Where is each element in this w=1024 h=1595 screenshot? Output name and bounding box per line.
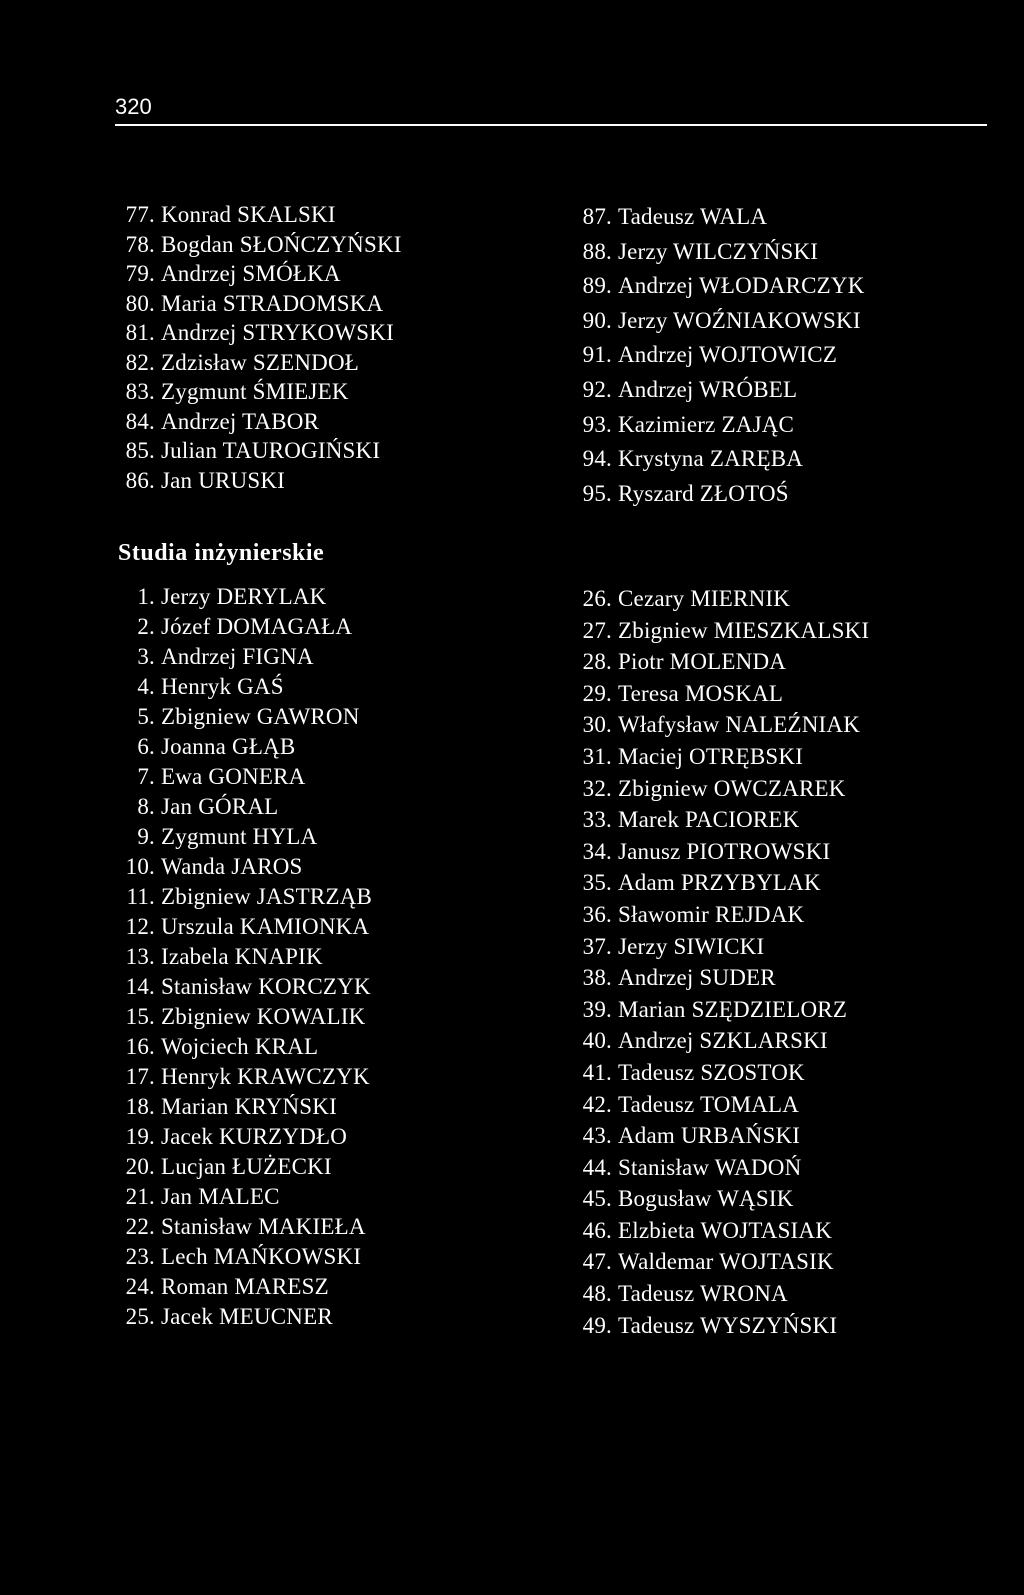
list-item-number: 4. [137,674,155,699]
list-item-name: Wanda JAROS [161,854,303,879]
list-item-name: Andrzej WOJTOWICZ [618,342,838,368]
list-item-number: 3. [137,644,155,669]
list-item-number: 46. [582,1217,612,1243]
list-item-number: 35. [582,870,612,896]
list-item [572,804,869,836]
list-item-number: 81. [125,320,155,345]
list-item-name: Zdzisław SZENDOŁ [161,349,360,375]
list-item-number: 91. [582,342,612,368]
list-item-number: 11. [126,884,155,909]
list-item [572,477,865,512]
list-item-number: 82. [125,349,155,375]
list-item-number: 27. [582,617,612,643]
list-item-number: 34. [582,838,612,864]
list-item-number: 85. [125,438,155,463]
list-item [115,1242,372,1272]
list-item-number: 15. [125,1004,155,1029]
list-item-number: 23. [125,1244,155,1269]
list-item [115,466,402,496]
list-item-number: 1. [137,584,155,609]
list-item-name: Jacek KURZYDŁO [161,1124,348,1149]
list-item-name: Sławomir REJDAK [618,901,805,927]
list-item-number: 8. [137,794,155,819]
list-item [572,269,865,304]
list-item [572,962,869,994]
list-item-number: 41. [582,1059,612,1085]
list-item [115,1272,372,1302]
list-item-name: Jan MALEC [161,1184,280,1209]
list-item-name: Lech MAŃKOWSKI [161,1244,362,1269]
list-item-name: Andrzej WŁODARCZYK [618,273,865,299]
list-item [115,1002,372,1032]
list-item [115,672,372,702]
list-item-name: Andrzej SUDER [618,965,776,991]
list-item-number: 89. [582,273,612,299]
list-item-name: Tadeusz WYSZYŃSKI [618,1312,838,1338]
list-item-name: Marian KRYŃSKI [161,1094,337,1119]
list-item [572,1152,869,1184]
page-number: 320 [115,94,152,119]
list-item-number: 83. [125,379,155,404]
list-item-name: Andrzej STRYKOWSKI [161,320,394,345]
engineering-list-left [115,582,372,1332]
list-item [115,972,372,1002]
list-item [572,709,869,741]
list-item-name: Adam URBAŃSKI [618,1123,801,1149]
list-item-number: 5. [137,704,155,729]
list-item-number: 24. [125,1274,155,1299]
list-item [115,377,402,407]
list-item-name: Tadeusz WALA [618,204,768,229]
list-item-number: 44. [582,1154,612,1180]
list-item-name: Zbigniew JASTRZĄB [161,884,373,909]
list-item-name: Zbigniew MIESZKALSKI [618,617,870,643]
list-item-name: Bogdan SŁOŃCZYŃSKI [161,231,402,257]
list-item [572,1310,869,1342]
list-item [115,882,372,912]
list-item-number: 18. [125,1094,155,1119]
list-item [115,200,402,230]
list-item-number: 16. [125,1034,155,1059]
list-item-name: Jan URUSKI [161,467,286,493]
list-item-number: 77. [125,202,155,227]
list-item-name: Kazimierz ZAJĄC [618,411,795,437]
list-item-name: Jacek MEUCNER [161,1304,333,1329]
list-item-name: Joanna GŁĄB [161,734,296,759]
list-item [572,615,869,647]
list-item [572,304,865,339]
list-item [572,773,869,805]
list-item-number: 7. [137,764,155,789]
list-item-number: 22. [125,1214,155,1239]
list-item-number: 87. [582,204,612,229]
list-item-name: Tadeusz TOMALA [618,1091,800,1117]
list-item-name: Andrzej WRÓBEL [618,376,798,402]
list-item-number: 31. [582,743,612,769]
list-item [115,1122,372,1152]
list-item [572,1120,869,1152]
list-item-number: 33. [582,807,612,833]
list-item-name: Ewa GONERA [161,764,306,789]
list-item [115,1302,372,1332]
list-item [115,436,402,466]
list-item-number: 28. [582,649,612,675]
list-item-name: Andrzej FIGNA [161,644,314,669]
list-item [572,1183,869,1215]
list-item [572,678,869,710]
list-item-name: Włafysław NALEŹNIAK [618,712,861,738]
list-item [115,348,402,378]
list-item-name: Elzbieta WOJTASIAK [618,1217,833,1243]
list-item [572,235,865,270]
list-item [115,407,402,437]
list-item-name: Maciej OTRĘBSKI [618,743,804,769]
list-item [115,289,402,319]
list-item-name: Marek PACIOREK [618,807,800,833]
list-item-number: 79. [125,261,155,286]
list-item [572,583,869,615]
list-item-name: Izabela KNAPIK [161,944,323,969]
list-item-name: Piotr MOLENDA [618,649,787,675]
list-item-name: Stanisław MAKIEŁA [161,1214,366,1239]
list-item-name: Janusz PIOTROWSKI [618,838,831,864]
list-item-number: 25. [125,1304,155,1329]
list-item-name: Jerzy WILCZYŃSKI [618,238,819,264]
list-item-name: Waldemar WOJTASIK [618,1249,834,1275]
list-item-number: 48. [582,1281,612,1307]
list-item-number: 10. [125,854,155,879]
list-item-number: 26. [582,586,612,611]
list-item-name: Zbigniew OWCZAREK [618,775,846,801]
list-item [572,867,869,899]
list-item-name: Maria STRADOMSKA [161,290,384,316]
list-item-name: Lucjan ŁUŻECKI [161,1154,332,1179]
list-item-number: 37. [582,933,612,959]
list-item-number: 93. [582,411,612,437]
list-item-number: 49. [582,1312,612,1338]
list-item [115,642,372,672]
list-item-name: Tadeusz WRONA [618,1281,788,1307]
list-item-name: Krystyna ZARĘBA [618,446,804,472]
list-item-name: Urszula KAMIONKA [161,914,370,939]
list-item [115,1062,372,1092]
list-item-number: 40. [582,1028,612,1054]
list-item [115,259,402,289]
list-item-name: Jerzy WOŹNIAKOWSKI [618,307,861,333]
list-item [115,318,402,348]
list-item-number: 20. [125,1154,155,1179]
list-item [572,994,869,1026]
list-item [115,1212,372,1242]
engineering-list-right [572,583,869,1341]
list-item-name: Zbigniew GAWRON [161,704,360,729]
list-item [115,230,402,260]
list-item-number: 86. [125,467,155,493]
list-item [115,732,372,762]
list-item [572,931,869,963]
list-item-name: Konrad SKALSKI [161,202,336,227]
list-item [115,1092,372,1122]
list-item-name: Jerzy DERYLAK [161,584,327,609]
list-item [115,1182,372,1212]
list-item-number: 43. [582,1123,612,1149]
list-item [572,1246,869,1278]
list-item-name: Adam PRZYBYLAK [618,870,821,896]
list-item [115,792,372,822]
list-item [115,702,372,732]
list-item-number: 95. [582,480,612,506]
list-item-number: 78. [125,231,155,257]
list-item-name: Zygmunt HYLA [161,824,318,849]
list-item-number: 17. [125,1064,155,1089]
upper-list-right [572,200,865,511]
list-item [572,1057,869,1089]
header-rule [115,124,987,126]
list-item-number: 45. [582,1186,612,1212]
list-item-name: Stanisław WADOŃ [618,1154,802,1180]
list-item-name: Cezary MIERNIK [618,586,791,611]
list-item-number: 36. [582,901,612,927]
list-item-name: Zygmunt ŚMIEJEK [161,379,349,404]
list-item [572,836,869,868]
list-item [572,646,869,678]
list-item [572,373,865,408]
list-item [115,582,372,612]
list-item-name: Julian TAUROGIŃSKI [161,438,381,463]
list-item-name: Zbigniew KOWALIK [161,1004,366,1029]
list-item [572,1025,869,1057]
list-item-number: 9. [137,824,155,849]
list-item-name: Teresa MOSKAL [618,680,784,706]
list-item-number: 30. [582,712,612,738]
list-item [115,822,372,852]
list-item [115,852,372,882]
upper-list-left [115,200,402,495]
list-item [115,762,372,792]
list-item [115,1152,372,1182]
list-item [572,408,865,443]
list-item-name: Marian SZĘDZIELORZ [618,996,848,1022]
list-item-name: Jerzy SIWICKI [618,933,765,959]
list-item-name: Bogusław WĄSIK [618,1186,794,1212]
list-item-number: 29. [582,680,612,706]
list-item-name: Andrzej TABOR [161,408,320,434]
list-item-name: Józef DOMAGAŁA [161,614,353,639]
list-item-name: Andrzej SMÓŁKA [161,261,341,286]
section-heading: Studia inżynierskie [118,540,325,566]
list-item-number: 21. [125,1184,155,1209]
list-item-number: 12. [125,914,155,939]
list-item-name: Tadeusz SZOSTOK [618,1059,805,1085]
list-item-number: 13. [125,944,155,969]
list-item-number: 39. [582,996,612,1022]
list-item [572,899,869,931]
list-item-number: 90. [582,307,612,333]
list-item-number: 80. [125,290,155,316]
list-item-number: 19. [125,1124,155,1149]
list-item-number: 94. [582,446,612,472]
list-item-name: Henryk GAŚ [161,674,284,699]
list-item-name: Andrzej SZKLARSKI [618,1028,828,1054]
list-item-name: Stanisław KORCZYK [161,974,371,999]
list-item-number: 47. [582,1249,612,1275]
list-item-number: 88. [582,238,612,264]
list-item-name: Wojciech KRAL [161,1034,319,1059]
list-item-number: 14. [125,974,155,999]
list-item [572,1278,869,1310]
list-item [572,442,865,477]
list-item-number: 92. [582,376,612,402]
list-item-number: 38. [582,965,612,991]
list-item-number: 84. [125,408,155,434]
list-item [572,338,865,373]
list-item [115,912,372,942]
list-item-number: 32. [582,775,612,801]
list-item-name: Roman MARESZ [161,1274,329,1299]
list-item-number: 42. [582,1091,612,1117]
list-item [115,1032,372,1062]
list-item [115,612,372,642]
list-item [572,200,865,235]
list-item-name: Jan GÓRAL [161,794,279,819]
list-item [572,1089,869,1121]
list-item-name: Ryszard ZŁOTOŚ [618,480,789,506]
list-item [115,942,372,972]
list-item-number: 2. [137,614,155,639]
list-item [572,741,869,773]
list-item-number: 6. [137,734,155,759]
list-item [572,1215,869,1247]
list-item-name: Henryk KRAWCZYK [161,1064,370,1089]
